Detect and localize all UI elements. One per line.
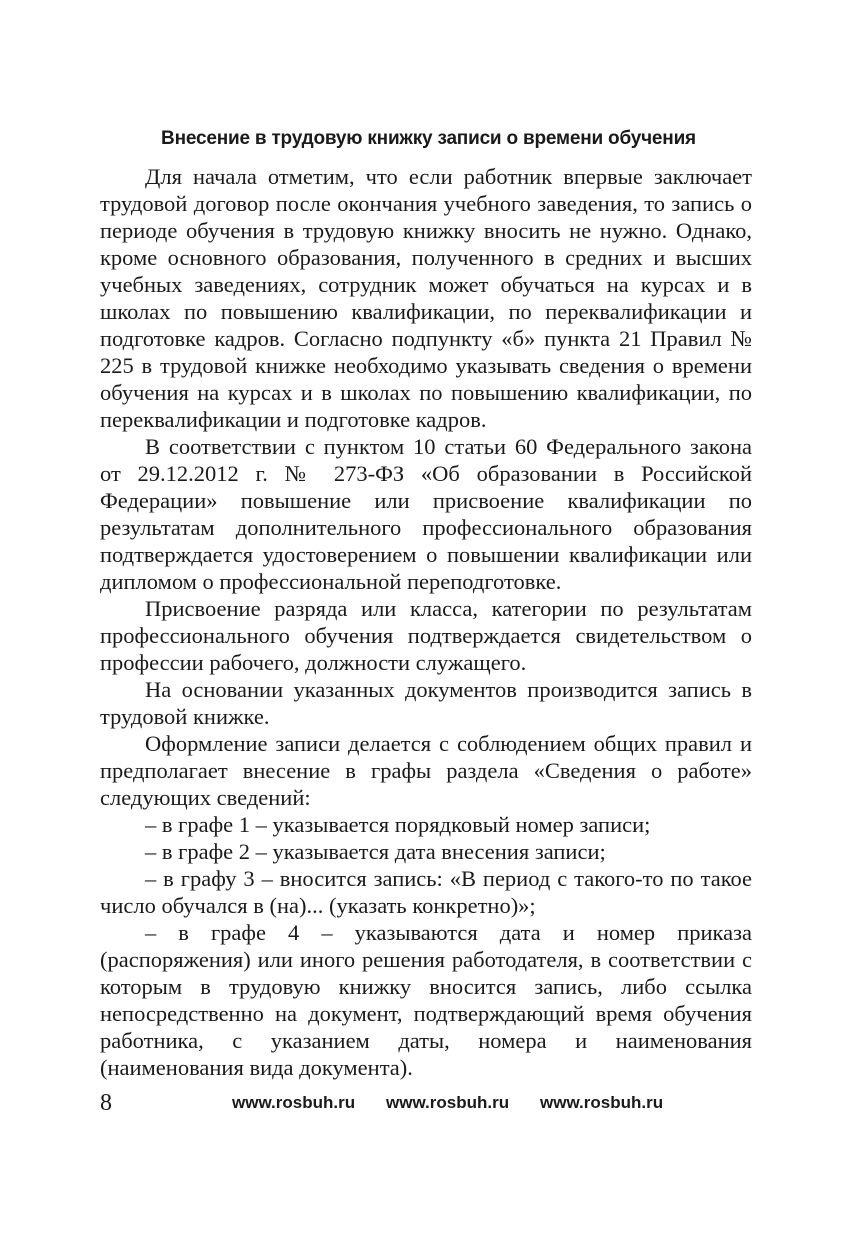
list-item: – в графу 3 – вносится запись: «В период с такого-то по такое число обучался в (на)... (указать конкретно)»;: [100, 866, 752, 918]
list-item: – в графе 4 – указываются дата и номер приказа (распоряжения) или иного решения работодателя, в соответствии с которым в трудовую книжку вносится запись, либо ссылка непосредственно на документ, подтверждающий время обучения работника, с указанием даты, номера и наименования (наименования вида документа).: [100, 920, 752, 1080]
paragraph: Оформление записи делается с соблюдением общих правил и предполагает внесение в графы раздела «Сведения о работе» следующих сведений:: [100, 731, 752, 810]
page-footer: [100, 1090, 757, 1120]
paragraph: На основании указанных документов производится запись в трудовой книжке.: [100, 677, 752, 729]
list-item: – в графе 1 – указывается порядковый номер записи;: [145, 812, 651, 837]
footer-link[interactable]: www.rosbuh.ru: [540, 1093, 664, 1112]
page-number: 8: [100, 1090, 112, 1116]
paragraph: Присвоение разряда или класса, категории по результатам профессионального обучения подтверждается свидетельством о профессии рабочего, должности служащего.: [100, 596, 752, 675]
paragraph: Для начала отметим, что если работник впервые заключает трудовой договор после окончания учебного заведения, то запись о периоде обучения в трудовую книжку вносить не нужно. Однако, кроме основного образования, полученного в средних и высших учебных заведениях, сотрудник может обучаться на курсах и в школах по повышению квалификации, по переквалификации и подготовке кадров. Согласно подпункту «б» пункта 21 Правил № 225 в трудовой книжке необходимо указывать сведения о времени обучения на курсах и в школах по повышению квалификации, по переквалификации и подготовке кадров.: [100, 164, 752, 432]
paragraph: В соответствии с пунктом 10 статьи 60 Федерального закона от 29.12.2012 г. № 273-ФЗ «Об образовании в Российской Федерации» повышение или присвоение квалификации по результатам дополнительного профессионального образования подтверждается удостоверением о повышении квалификации или дипломом о профессиональной переподготовке.: [100, 434, 752, 594]
footer-link[interactable]: www.rosbuh.ru: [386, 1093, 510, 1112]
list-item: – в графе 2 – указывается дата внесения записи;: [145, 839, 606, 864]
footer-link[interactable]: www.rosbuh.ru: [232, 1093, 356, 1112]
section-heading: Внесение в трудовую книжку записи о времени обучения: [161, 128, 696, 149]
body-text: [100, 163, 752, 1081]
